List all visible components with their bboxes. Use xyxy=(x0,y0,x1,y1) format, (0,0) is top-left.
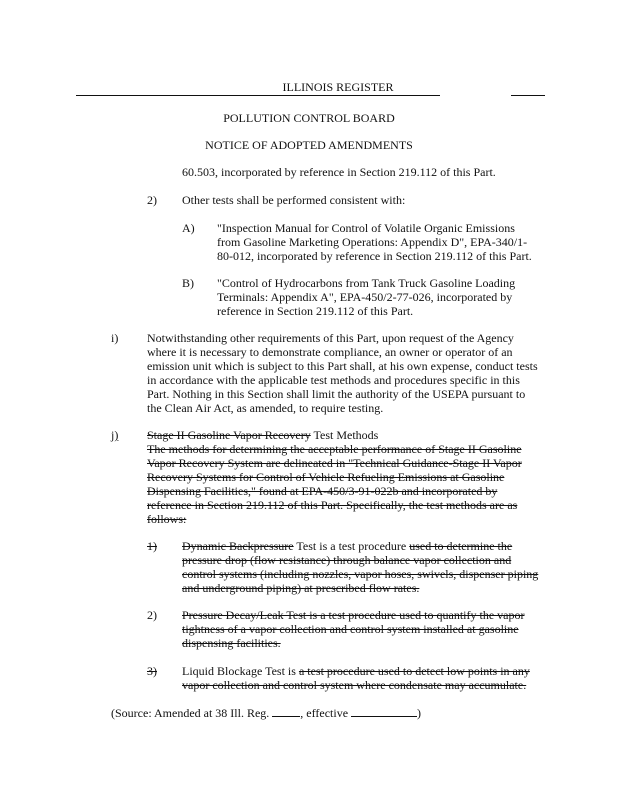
section-i-line: the Clean Air Act, as amended, to require testing. xyxy=(147,401,384,415)
section-j-line: Dispensing Facilities," found at EPA-450/3-91-022b and incorporated by xyxy=(147,484,498,498)
section-j-label xyxy=(111,428,118,442)
j-item3-line2: vapor collection and control system where condensate may accumulate. xyxy=(182,678,527,692)
header-rule-center xyxy=(236,95,440,96)
intro-line: 60.503, incorporated by reference in Section 219.112 of this Part. xyxy=(182,165,496,179)
item2-a-line: from Gasoline Marketing Operations: Appendix D", EPA-340/1- xyxy=(217,235,528,249)
register-title: ILLINOIS REGISTER xyxy=(282,80,394,94)
notice-title: NOTICE OF ADOPTED AMENDMENTS xyxy=(205,138,413,152)
j-item1-label: 1) xyxy=(147,539,157,553)
j-item1-line: and underground piping) at prescribed flow rates. xyxy=(182,581,420,595)
item2-number: 2) xyxy=(147,193,157,207)
j-item3-plain: Liquid Blockage Test is xyxy=(182,664,299,678)
item2-b-label: B) xyxy=(182,276,194,290)
section-j-heading-rest: Test Methods xyxy=(310,428,379,442)
item2-b-line: reference in Section 219.112 of this Part. xyxy=(217,304,414,318)
j-item1-line1 xyxy=(182,539,512,553)
j-item2-line: tightness of a vapor collection and control system installed at gasoline xyxy=(182,622,519,636)
source-text2: , effective xyxy=(300,706,352,720)
section-j-heading xyxy=(147,428,378,442)
section-i-label: i) xyxy=(111,331,119,345)
j-item1-line: pressure drop (flow resistance) through balance vapor collection and xyxy=(182,553,512,567)
section-j-line: Vapor Recovery System are delineated in "Technical Guidance-Stage II Vapor xyxy=(147,456,522,470)
j-item3-label: 3) xyxy=(147,664,157,678)
board-name: POLLUTION CONTROL BOARD xyxy=(223,111,395,125)
section-j-line: The methods for determining the acceptable performance of Stage II Gasoline xyxy=(147,442,522,456)
item2-text: Other tests shall be performed consistent with: xyxy=(182,193,406,207)
section-j-label-text: j) xyxy=(111,428,119,442)
source-text3: ) xyxy=(417,706,422,720)
j-item3-line1 xyxy=(182,664,530,678)
item2-b-line: "Control of Hydrocarbons from Tank Truck Gasoline Loading xyxy=(217,276,516,290)
item2-a-line: "Inspection Manual for Control of Volatile Organic Emissions xyxy=(217,221,515,235)
section-i-line: Notwithstanding other requirements of this Part, upon request of the Agency xyxy=(147,331,514,345)
section-j-heading-struck: Stage II Gasoline Vapor Recovery xyxy=(147,428,311,442)
section-i-line: Part. Nothing in this Section shall limit the authority of the USEPA pursuant to xyxy=(147,387,526,401)
item2-b-line: Terminals: Appendix A", EPA-450/2-77-026, incorporated by xyxy=(217,290,513,304)
section-j-line: follows: xyxy=(147,512,187,526)
source-volume-blank xyxy=(272,706,300,717)
j-item1-line: control systems (including nozzles, vapor hoses, swivels, dispenser piping xyxy=(182,567,539,581)
j-item2-label: 2) xyxy=(147,608,157,622)
source-date-blank xyxy=(351,706,417,717)
section-i-line: in accordance with the applicable test methods and procedures specific in this xyxy=(147,373,520,387)
section-j-line: reference in Section 219.112 of this Part. Specifically, the test methods are as xyxy=(147,498,518,512)
header-rule-left xyxy=(76,95,236,96)
j-item1-mid: Test is a test procedure xyxy=(293,539,410,553)
j-item1-struck2: used to determine the xyxy=(409,539,513,553)
j-item1-struck: Dynamic Backpressure xyxy=(182,539,294,553)
j-item3-struck: a test procedure used to detect low points in any xyxy=(298,664,530,678)
section-i-line: where it is necessary to demonstrate compliance, an owner or operator of an xyxy=(147,345,513,359)
j-item2-line: dispensing facilities. xyxy=(182,636,281,650)
item2-a-label: A) xyxy=(182,221,195,235)
section-i-line: emission unit which is subject to this Part shall, at his own expense, conduct tests xyxy=(147,359,538,373)
section-j-line: Recovery Systems for Control of Vehicle Refueling Emissions at Gasoline xyxy=(147,470,505,484)
source-text1: (Source: Amended at 38 Ill. Reg. xyxy=(111,706,273,720)
item2-a-line: 80-012, incorporated by reference in Section 219.112 of this Part. xyxy=(217,249,532,263)
j-item2-line1: Pressure Decay/Leak Test is a test procedure used to quantify the vapor xyxy=(182,608,525,622)
source-line xyxy=(111,706,421,720)
header-rule-right xyxy=(511,95,545,96)
